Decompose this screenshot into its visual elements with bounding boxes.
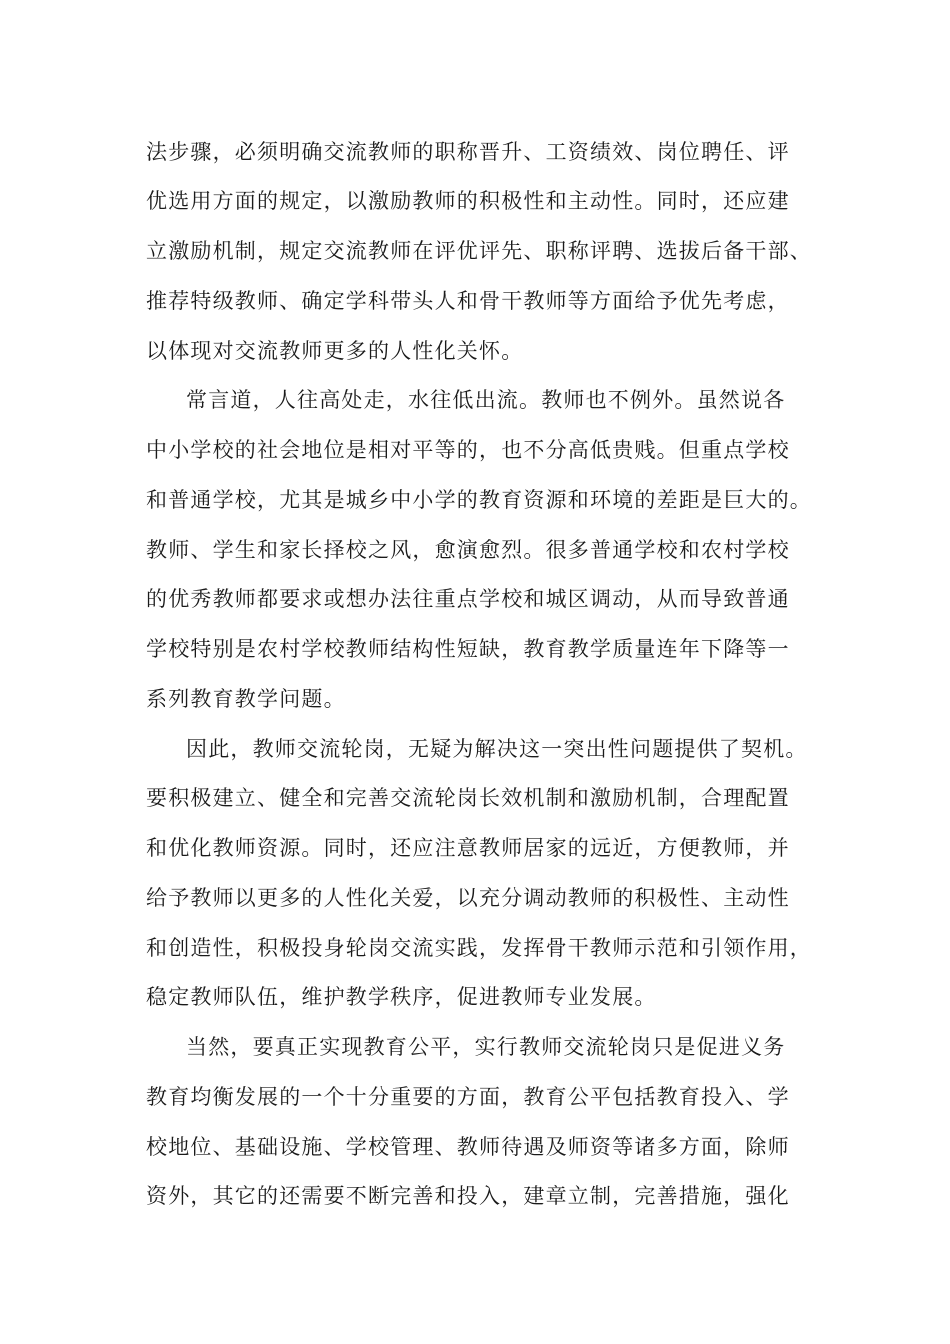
paragraph-first-line: 因此，教师交流轮岗，无疑为解决这一突出性问题提供了契机。 xyxy=(186,737,808,761)
text-line: 以体现对交流教师更多的人性化关怀。 xyxy=(146,339,524,363)
text-line: 推荐特级教师、确定学科带头人和骨干教师等方面给予优先考虑， xyxy=(146,289,790,313)
text-line: 和普通学校，尤其是城乡中小学的教育资源和环境的差距是巨大的。 xyxy=(146,488,812,512)
text-line: 校地位、基础设施、学校管理、教师待遇及师资等诸多方面，除师 xyxy=(146,1135,790,1159)
paragraph-first-line: 当然，要真正实现教育公平，实行教师交流轮岗只是促进义务 xyxy=(186,1035,786,1059)
text-line: 给予教师以更多的人性化关爱，以充分调动教师的积极性、主动性 xyxy=(146,886,790,910)
paragraph-first-line: 常言道，人往高处走，水往低出流。教师也不例外。虽然说各 xyxy=(186,388,786,412)
text-line: 教师、学生和家长择校之风，愈演愈烈。很多普通学校和农村学校 xyxy=(146,538,790,562)
text-line: 优选用方面的规定，以激励教师的积极性和主动性。同时，还应建 xyxy=(146,189,790,213)
text-line: 系列教育教学问题。 xyxy=(146,687,346,711)
text-line: 学校特别是农村学校教师结构性短缺，教育教学质量连年下降等一 xyxy=(146,637,790,661)
text-line: 和创造性，积极投身轮岗交流实践，发挥骨干教师示范和引领作用， xyxy=(146,936,812,960)
text-line: 中小学校的社会地位是相对平等的，也不分高低贵贱。但重点学校 xyxy=(146,438,790,462)
text-line: 资外，其它的还需要不断完善和投入，建章立制，完善措施，强化 xyxy=(146,1184,790,1208)
text-line: 要积极建立、健全和完善交流轮岗长效机制和激励机制，合理配置 xyxy=(146,786,790,810)
text-line: 稳定教师队伍，维护教学秩序，促进教师专业发展。 xyxy=(146,985,657,1009)
text-line: 和优化教师资源。同时，还应注意教师居家的远近，方便教师，并 xyxy=(146,836,790,860)
text-line: 的优秀教师都要求或想办法往重点学校和城区调动，从而导致普通 xyxy=(146,587,790,611)
text-line: 法步骤，必须明确交流教师的职称晋升、工资绩效、岗位聘任、评 xyxy=(146,140,790,164)
text-line: 立激励机制，规定交流教师在评优评先、职称评聘、选拔后备干部、 xyxy=(146,239,812,263)
text-line: 教育均衡发展的一个十分重要的方面，教育公平包括教育投入、学 xyxy=(146,1085,790,1109)
